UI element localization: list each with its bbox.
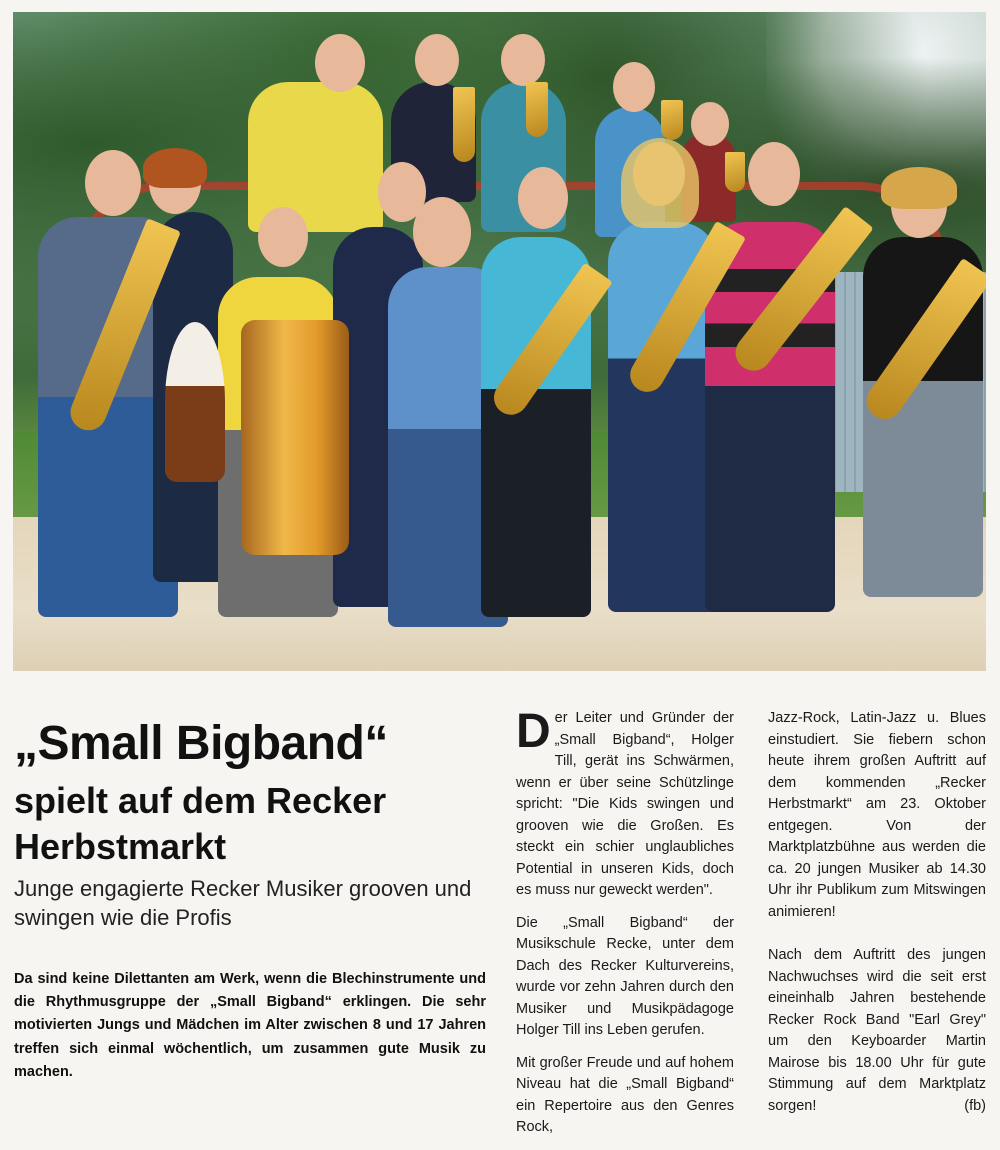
musician-hair xyxy=(881,167,957,209)
body-text: er Leiter und Gründer der „Small Bigband“, Holger Till, gerät ins Schwärmen, wenn er über seine Schützlinge spricht: "Die Kids swingen und grooven wie die Großen. Es steckt ein schier unglaubliches Potential in unseren Kids, doch es muss nur geweckt werden". xyxy=(516,710,734,898)
body-paragraph xyxy=(516,705,734,902)
body-text: Nach dem Auftritt des jungen Nachwuchses wird die seit erst eineinhalb Jahren bestehende Recker Rock Band "Earl Grey" um den Keyboarder Martin Mairose bis 18.00 Uhr für gute Stimmung auf dem Marktplatz sorgen! xyxy=(768,947,986,1114)
musician-head xyxy=(613,62,655,112)
drop-cap: D xyxy=(516,705,551,758)
subheadline: spielt auf dem Recker Herbstmarkt xyxy=(14,780,387,867)
musician-head xyxy=(85,150,141,216)
trumpet-icon xyxy=(725,152,745,192)
musician-head xyxy=(748,142,800,206)
musician-head xyxy=(501,34,545,86)
body-paragraph: Die „Small Bigband“ der Musikschule Recke, unter dem Dach des Recker Kulturvereins, wurde vor zehn Jahren durch den Musiker und Musikpädagoge Holger Till ins Leben gerufen. xyxy=(516,914,734,1038)
musician-head xyxy=(413,197,471,267)
body-column-1 xyxy=(516,705,734,1150)
trumpet-icon xyxy=(453,87,475,162)
musician-head xyxy=(415,34,459,86)
body-paragraph xyxy=(768,945,986,1117)
musician xyxy=(248,82,383,232)
trumpet-icon xyxy=(526,82,548,137)
musician-head xyxy=(518,167,568,229)
trumpet-icon xyxy=(661,100,683,140)
musician-head xyxy=(691,102,729,146)
author-credit: (fb) xyxy=(964,1097,986,1114)
musician-head xyxy=(315,34,365,92)
body-paragraph: Mit großer Freude und auf hohem Niveau hat die „Small Bigband“ ein Repertoire aus den Genres Rock, xyxy=(516,1054,734,1135)
body-paragraph: Jazz-Rock, Latin-Jazz u. Blues einstudiert. Sie fiebern schon heute ihrem großen Auftritt auf dem kommenden „Recker Herbstmarkt“ am 23. Oktober entgegen. Von der Marktplatzbühne aus werden die ca. 20 jungen Musiker ab 14.30 Uhr ihr Publikum zum Mitswingen animieren! xyxy=(768,710,986,920)
conga-drum-icon xyxy=(241,320,349,555)
band-photo xyxy=(13,12,986,671)
body-column-2 xyxy=(768,708,986,1128)
deck: Junge engagierte Recker Musiker grooven und swingen wie die Profis xyxy=(14,876,472,930)
musician-hair xyxy=(143,148,207,188)
djembe-drum-icon xyxy=(165,322,225,482)
headline: „Small Bigband“ xyxy=(14,717,388,770)
musician-head xyxy=(258,207,308,267)
lead-paragraph: Da sind keine Dilettanten am Werk, wenn die Blechinstrumente und die Rhythmusgruppe der „Small Bigband“ erklingen. Die sehr motivierten Jungs und Mädchen im Alter zwischen 8 und 17 Jahren treffen sich einmal wöchentlich, um zusammen gute Musik zu machen. xyxy=(14,971,486,1080)
musician-hair xyxy=(621,138,699,228)
